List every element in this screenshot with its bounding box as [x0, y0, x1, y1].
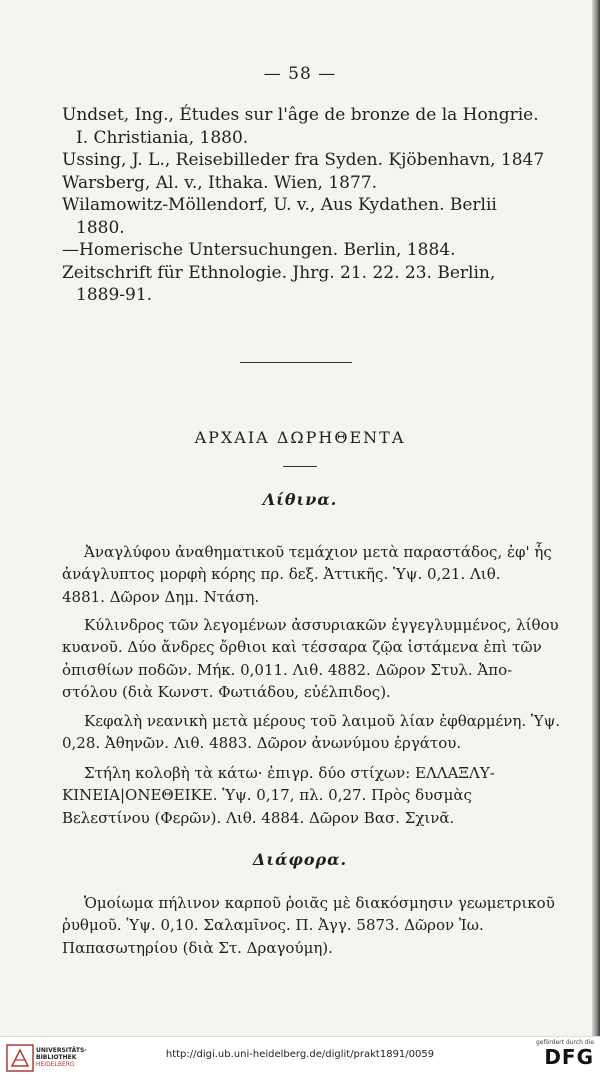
bibliography-line: —Homerische Untersuchungen. Berlin, 1884. — [62, 240, 456, 260]
paragraph-line: ὀπισθίων ποδῶν. Μήκ. 0,011. Λιθ. 4882. Δῶρον Στυλ. Ἀπο- — [62, 660, 513, 679]
paragraph-line: Στήλη κολοβὴ τὰ κάτω· ἐπιγρ. δύο στίχων: ΕΛΛΑΞΛΥ- — [84, 764, 495, 782]
bibliography-continuation: 1889-91. — [76, 285, 153, 305]
paragraph-line: Ἀναγλύφου ἀναθηματικοῦ τεμάχιον μετὰ παραστάδος, ἐφ' ἧς — [84, 543, 552, 561]
subheading-diaphora: Διάφορα. — [252, 850, 348, 869]
subheading-lithina: Λίθινα. — [262, 490, 338, 509]
viewer-footer — [0, 1036, 600, 1080]
uni-line: UNIVERSITÄTS- — [36, 1047, 87, 1054]
bibliography-line: Zeitschrift für Ethnologie. Jhrg. 21. 22. 23. Berlin, — [62, 262, 496, 283]
bibliography-continuation: I. Christiania, 1880. — [76, 127, 249, 148]
paragraph-line: Βελεστίνου (Φερῶν). Λιθ. 4884. Δῶρον Βασ. Σχινᾶ. — [62, 808, 455, 827]
bibliography-line: Warsberg, Al. v., Ithaka. Wien, 1877. — [62, 172, 378, 193]
page-edge-shadow — [592, 0, 600, 1036]
paragraph-line: Κύλινδρος τῶν λεγομένων ἀσσυριακῶν ἐγγεγλυμμένος, λίθου — [84, 616, 559, 634]
paragraph-line: ΚΙΝΕΙΑ|ΟΝΕΘΕΙΚΕ. Ὑψ. 0,17, πλ. 0,27. Πρὸς δυσμὰς — [62, 786, 472, 805]
paragraph-line: Παπασωτηρίου (διὰ Στ. Δραγούμη). — [62, 938, 333, 957]
paragraph-line: 0,28. Ἀθηνῶν. Λιθ. 4883. Δῶρον ἀνωνύμου ἐργάτου. — [62, 734, 462, 753]
page-number: — 58 — — [263, 64, 337, 84]
paragraph-line: ῥυθμοῦ. Ὑψ. 0,10. Σαλαμῖνος. Π. Ἀγγ. 5873. Δῶρον Ἰω. — [62, 916, 484, 935]
bibliography-entry — [62, 194, 562, 239]
paragraph-relief — [62, 541, 550, 608]
paragraph-line: 4881. Δῶρον Δημ. Ντάση. — [62, 587, 260, 606]
paragraph-line: Ὁμοίωμα πήλινον καρποῦ ῥοιᾶς μὲ διακόσμησιν γεωμετρικοῦ — [84, 894, 555, 912]
bibliography-entry — [62, 262, 562, 307]
bibliography-entry — [62, 104, 562, 149]
uni-line: HEIDELBERG — [36, 1061, 75, 1068]
uni-line: BIBLIOTHEK — [36, 1054, 77, 1061]
dfg-funding — [528, 1039, 594, 1068]
bibliography-list — [62, 104, 562, 307]
paragraph-line: κυανοῦ. Δύο ἄνδρες ὄρθιοι καὶ τέσσαρα ζῷα ἱστάμενα ἐπὶ τῶν — [62, 638, 542, 657]
paragraph-cylinder — [62, 614, 559, 703]
bibliography-line: Undset, Ing., Études sur l'âge de bronze de la Hongrie. — [62, 105, 539, 125]
paragraph-line: Κεφαλὴ νεανικὴ μετὰ μέρους τοῦ λαιμοῦ λίαν ἐφθαρμένη. Ὑψ. — [84, 712, 561, 730]
bibliography-line: Wilamowitz-Möllendorf, U. v., Aus Kydathen. Berlii — [62, 195, 497, 215]
paragraph-line: στόλου (διὰ Κωνστ. Φωτιάδου, εὐέλπιδος). — [62, 682, 391, 701]
bibliography-line: Ussing, J. L., Reisebilleder fra Syden. Kjöbenhavn, 1847 — [62, 150, 545, 170]
dfg-caption: gefördert durch die — [536, 1039, 594, 1046]
section-title: ΑΡΧΑΙΑ ΔΩΡΗΘΕΝΤΑ — [194, 428, 406, 447]
title-underline — [283, 466, 317, 467]
paragraph-line: ἀνάγλυπτος μορφὴ κόρης πρ. δεξ. Ἀττικῆς. Ὑψ. 0,21. Λιθ. — [62, 565, 501, 584]
bibliography-entry — [62, 172, 562, 195]
bibliography-entry — [62, 239, 562, 262]
bibliography-continuation: 1880. — [76, 217, 125, 238]
permalink-url[interactable]: http://digi.ub.uni-heidelberg.de/diglit/prakt1891/0059 — [165, 1049, 435, 1060]
section-divider — [240, 362, 352, 363]
paragraph-stele — [62, 762, 550, 829]
dfg-logo: DFG — [544, 1045, 594, 1069]
bibliography-entry — [62, 149, 562, 172]
paragraph-pomegranate — [62, 892, 555, 959]
paragraph-head — [62, 710, 561, 755]
